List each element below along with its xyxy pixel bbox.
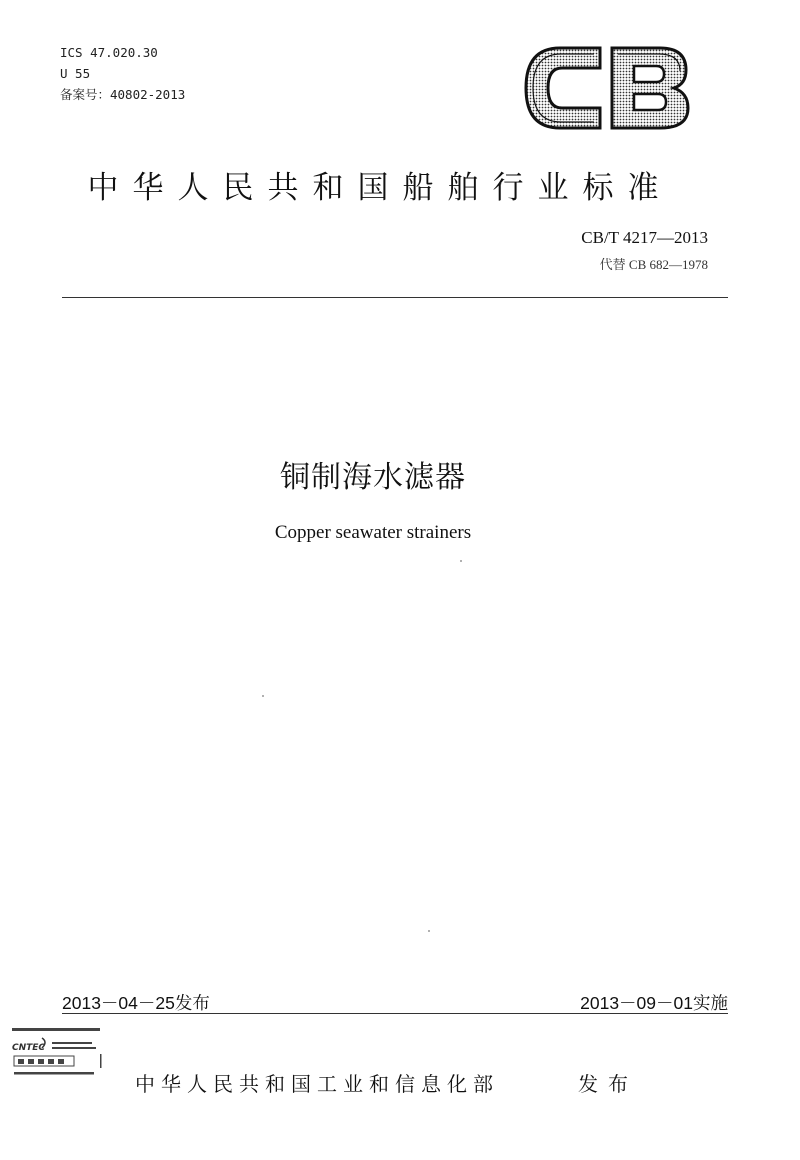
scan-speck (262, 695, 264, 697)
document-title-en: Copper seawater strainers (274, 522, 472, 543)
issue-date: 2013－04－25发布 (62, 993, 210, 1013)
replaces-standard: 代替 CB 682—1978 (599, 257, 708, 272)
footer-divider (62, 1013, 728, 1014)
cb-standard-logo-icon (520, 40, 692, 136)
classification-block (60, 42, 185, 105)
standard-number: CB/T 4217—2013 (581, 228, 708, 247)
scan-speck (460, 560, 462, 562)
svg-text:CNTEC: CNTEC (12, 1043, 46, 1053)
document-title-cn: 铜制海水滤器 (280, 460, 466, 495)
ics-code: ICS 47.020.30 (60, 45, 158, 60)
standard-body-title: 中华人民共和国船舶行业标准 (87, 170, 673, 206)
scan-speck (428, 930, 430, 932)
header-divider (62, 297, 728, 298)
filing-number: 备案号：40802-2013 (60, 87, 186, 102)
ccs-code: U 55 (60, 66, 91, 81)
effective-date: 2013－09－01实施 (580, 993, 728, 1013)
issuing-ministry: 中华人民共和国工业和信息化部 (135, 1072, 499, 1096)
cntec-stamp-icon (10, 1026, 120, 1082)
publish-label: 发布 (578, 1072, 638, 1096)
